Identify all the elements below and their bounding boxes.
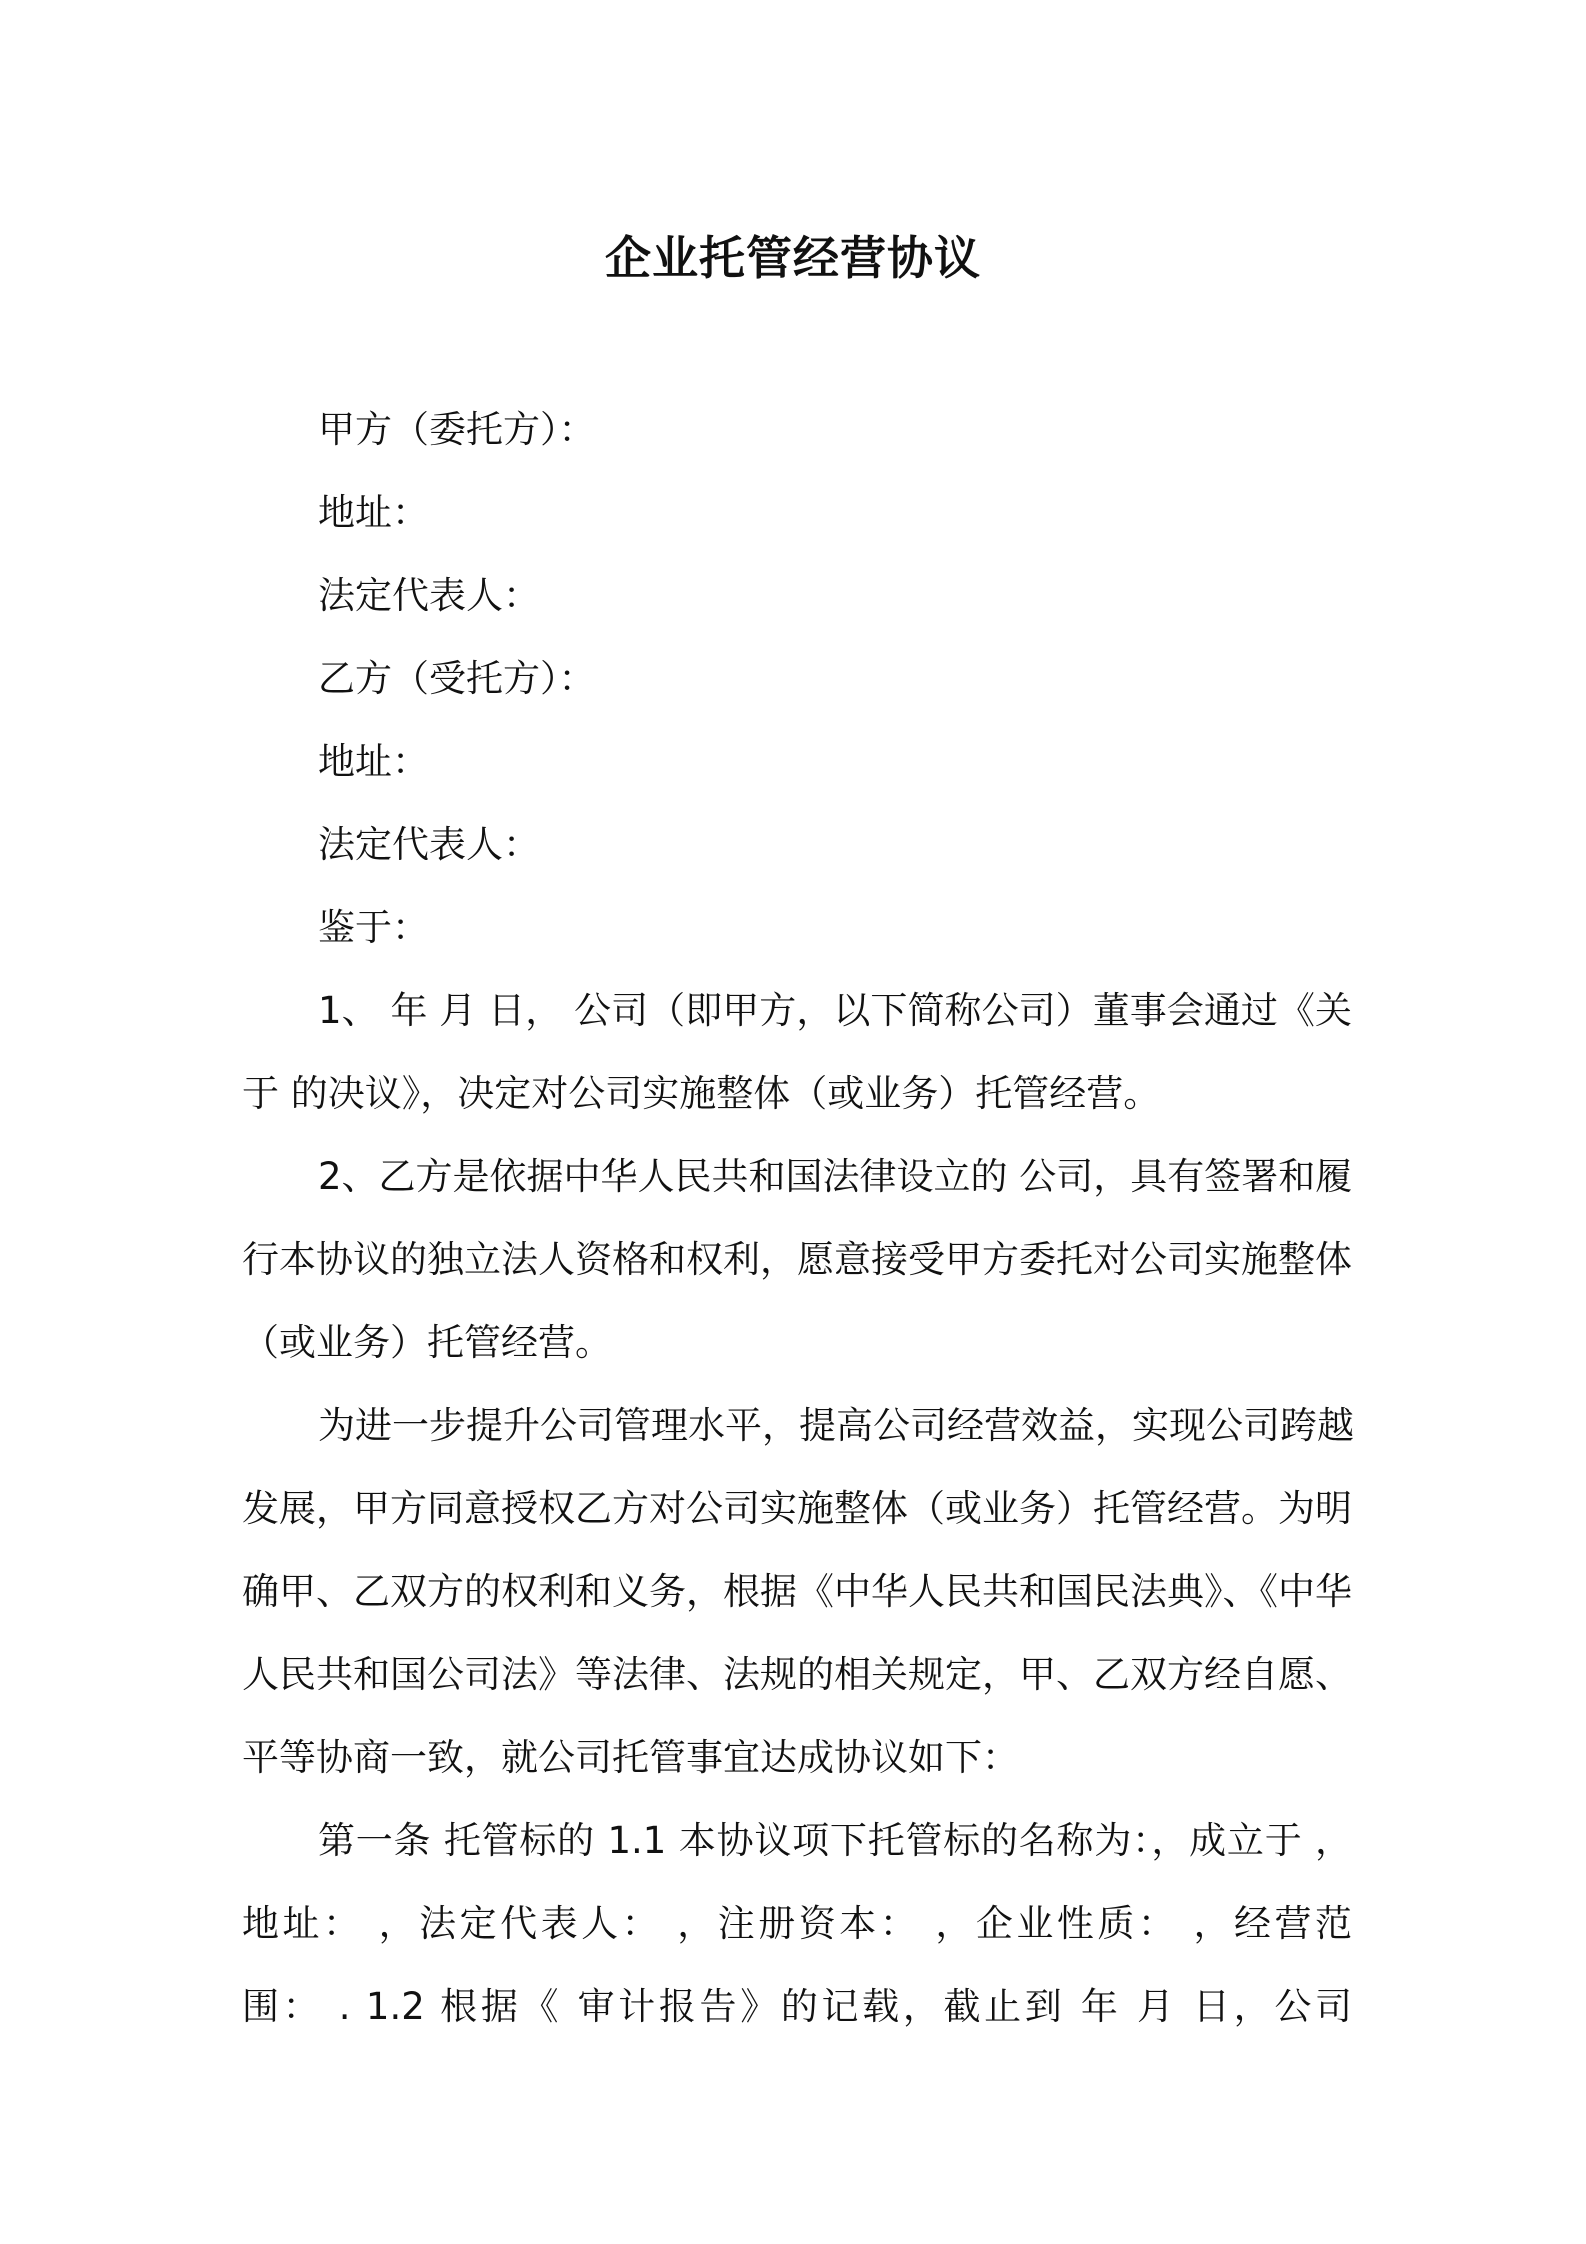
whereas-heading: 鉴于： (318, 906, 429, 949)
purpose-line-4: 人民共和国公司法》等法律、法规的相关规定，甲、乙双方经自愿、 (242, 1653, 1352, 1696)
document-title: 企业托管经营协议 (605, 231, 981, 285)
recital-2-line-2: 行本协议的独立法人资格和权利，愿意接受甲方委托对公司实施整体 (242, 1238, 1352, 1281)
article-1-line-3: 围： . 1.2 根据《 审计报告》的记载，截止到 年 月 日，公司 (242, 1985, 1352, 2028)
party-a-address: 地址： (318, 491, 429, 534)
party-b-address: 地址： (318, 740, 429, 783)
recital-1-line-1: 1、 年 月 日， 公司（即甲方，以下简称公司）董事会通过《关 (318, 989, 1352, 1032)
party-a-legal-rep: 法定代表人： (318, 574, 540, 617)
article-1-line-2: 地址： ，法定代表人： ，注册资本： ，企业性质： ，经营范 (242, 1902, 1352, 1945)
purpose-line-3: 确甲、乙双方的权利和义务，根据《中华人民共和国民法典》、《中华 (242, 1570, 1352, 1613)
party-b-legal-rep: 法定代表人： (318, 823, 540, 866)
recital-2-line-1: 2、乙方是依据中华人民共和国法律设立的 公司，具有签署和履 (318, 1155, 1353, 1198)
party-b-label: 乙方（受托方）： (318, 657, 596, 700)
party-a-label: 甲方（委托方）： (318, 408, 596, 451)
purpose-line-1: 为进一步提升公司管理水平，提高公司经营效益，实现公司跨越 (318, 1404, 1354, 1447)
article-1-line-1: 第一条 托管标的 1.1 本协议项下托管标的名称为：，成立于 ， (318, 1819, 1352, 1862)
recital-1-line-2: 于 的决议》，决定对公司实施整体（或业务）托管经营。 (242, 1072, 1161, 1115)
recital-2-line-3: （或业务）托管经营。 (242, 1321, 612, 1364)
purpose-line-2: 发展，甲方同意授权乙方对公司实施整体（或业务）托管经营。为明 (242, 1487, 1352, 1530)
purpose-line-5: 平等协商一致，就公司托管事宜达成协议如下： (242, 1736, 1019, 1779)
